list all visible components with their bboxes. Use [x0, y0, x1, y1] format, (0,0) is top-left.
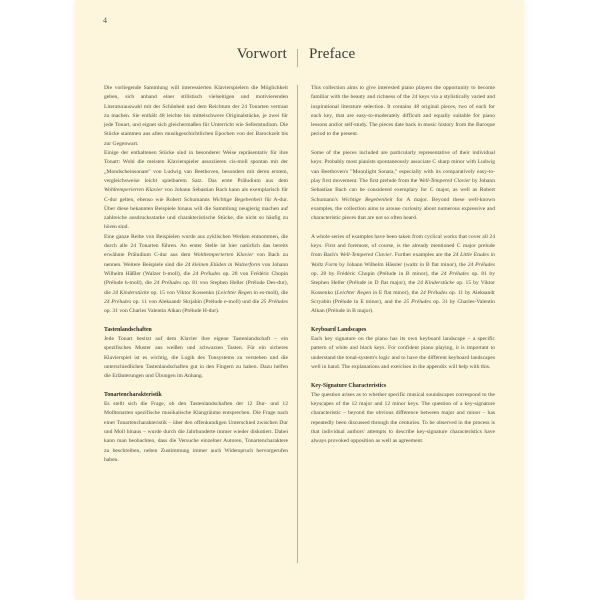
german-heading-tonartencharakteristik: Tonartencharakteristik — [104, 391, 162, 398]
english-paragraph-keyboard-landscapes: Each key signature on the piano has its own keyboard landscape – a specific pattern of white and black keys. For confident piano playing, it is important to understand the tonal-system's logic and to have the different keyboard landscapes well in hand. The explanations and exercises in the appendix will help with this. — [311, 336, 495, 370]
english-paragraph-key-signature-characteristics: The question arises as to whether specific musical soundscapes correspond to the keyscapes of the 12 major and 12 minor keys. The question of a key-signature characteristic – beyond the obvious difference between major and minor – has repeatedly been discussed through the centuries. To be observed in the process is that individual authors' attempts to describe key-signature characteristics have always provoked opposition as well as agreement. — [311, 391, 495, 445]
german-paragraph-cyclical: Eine ganze Reihe von Beispielen wurde aus zyklischen Werken entnommen, die durch alle 24 Tonarten führen. An erster Stelle ist hier natürlich das bereits erwähnte Präludium C-dur aus dem Wohltemperierten Klavier von Bach zu nennen. Weitere Beispiele sind die 24 kleinen Etüden in Walzerform von Johann Wilhelm Häßler (Walzer b-moll), die 24 Préludes op. 28 von Frédéric Chopin (Prélude h-moll), die 24 Préludes op. 81 von Stephen Heller (Prélude Des-dur), die 24 Kinderstücke op. 15 von Viktor Kossenko (Leichter Regen in es-moll), die 24 Préludes op. 11 von Aleksandr Skrjabin (Prélude e-moll) und die 25 Préludes op. 31 von Charles Valentin Alkan (Prélude H-dur). — [104, 233, 288, 315]
document-page — [75, 0, 524, 600]
english-heading-keyboard-landscapes: Keyboard Landscapes — [311, 326, 367, 333]
german-paragraph-intro: Die vorliegende Sammlung will interessierten Klavierspielern die Möglichkeit geben, sich anhand einer stilistisch vielseitigen und motivierenden Literaturauswahl mit der Schönheit und dem Reichtum der 24 Tonarten vertraut zu machen. Sie enthält 48 leichte bis mittelschwere Originalstücke, je zwei für jede Tonart, und eignet sich gleichermaßen für Unterricht wie Selbststudium. Die Stücke stammen aus allen musikgeschichtlichen Epochen von der Barockzeit bis zur Gegenwart. — [104, 85, 288, 147]
english-paragraph-intro: This collection aims to give interested piano players the opportunity to become familiar with the beauty and richness of the 24 keys via a stylistically varied and inspirational literature selection. It contains 48 original pieces, two of each for each key, that are easy-to-moderately difficult and equally suitable for piano lessons and/or self-study. The pieces date back in music history from the Baroque period to the present. — [311, 85, 495, 138]
german-heading-tastenlandschaften: Tastenlandschaften — [104, 326, 152, 333]
german-paragraph-representative: Einige der enthaltenen Stücke sind in besonderer Weise repräsentativ für ihre Tonart: Wohl die meisten Klavierspieler assoziieren cis-moll spontan mit der „Mondscheinsonate" von Ludwig van Beethoven, besonders mit deren erstem, vergleichsweise leicht spielbarem Satz. Das erste Präludium aus dem Wohltemperierten Klavier von Johann Sebastian Bach kann als exemplarisch für C-dur gelten, ebenso wie Robert Schumanns Wichtige Begebenheit für A-dur. Über diese bekannten Beispiele hinaus will die Sammlung neugierig machen auf zahlreiche ausdrucksstarke und charakteristische Stücke, die nicht so häufig zu hören sind. — [104, 150, 288, 231]
german-paragraph-tastenlandschaften: Jede Tonart besitzt auf dem Klavier ihre eigene Tastenlandschaft – ein spezifisches Muster aus weißen und schwarzen Tasten. Für ein sicheres Klavierspiel ist es wichtig, die Logik des Tonsystems zu verstehen und die unterschiedlichen Tastenlandschaften gut in den Fingern zu haben. Dazu helfen die Erläuterungen und Übungen im Anhang. — [104, 336, 288, 380]
german-column — [104, 84, 288, 465]
english-column — [311, 84, 495, 447]
page-number: 4 — [103, 16, 107, 25]
page-title-german: Vorwort — [236, 46, 287, 62]
page-title-row — [75, 46, 524, 70]
english-paragraph-cyclical: A whole series of examples have been taken from cyclical works that cover all 24 keys. First and foremost, of course, is the already mentioned C major prelude from Bach's Well-Tempered Clavier. Further examples are the 24 Little Etudes in Waltz Form by Johann Wilhelm Hässler (waltz in B flat minor), the 24 Préludes op. 28 by Frédéric Chopin (Prélude in B minor), the 24 Préludes op. 81 by Stephen Heller (Prélude in D flat major), the 24 Kinderstücke op. 15 by Viktor Kossenko (Leichter Regen in E flat minor), the 24 Préludes op. 11 by Aleksandr Scryabin (Prélude in E minor), and the 25 Préludes op. 31 by Charles-Valentin Alkan (Prélude in B major). — [311, 233, 495, 315]
german-paragraph-tonartencharakteristik: Es stellt sich die Frage, ob den Tastenlandschaften der 12 Dur- und 12 Molltonarten spezifische musikalische Klangräume entsprechen. Die Frage nach einer Tonartencharakteristik – über den offenkundigen Unterschied zwischen Dur und Moll hinaus – wurde durch die Jahrhunderte immer wieder diskutiert. Dabei kann man beobachten, dass die Versuche einzelner Autoren, Tonartencharaktere zu beschreiben, neben Zustimmung immer auch Widerspruch hervorgerufen haben. — [104, 401, 288, 463]
title-divider — [297, 49, 298, 67]
english-heading-key-signature-characteristics: Key-Signature Characteristics — [311, 382, 387, 389]
page-title-english: Preface — [309, 46, 356, 62]
column-divider — [297, 85, 298, 563]
english-paragraph-representative: Some of the pieces included are particularly representative of their individual keys: Probably most pianists spontaneously associate C sharp minor with Ludwig van Beethoven's "Moonlight Sonata," especially with its comparatively easy-to-play first movement. The first prelude from the Well-Tempered Clavier by Johann Sebastian Bach can be considered exemplary for C major, as well as Robert Schumann's Wichtige Begebenheit for A major. Beyond these well-known examples, the collection aims to arouse curiosity about numerous expressive and characteristic pieces that are not so often heard. — [311, 150, 495, 222]
